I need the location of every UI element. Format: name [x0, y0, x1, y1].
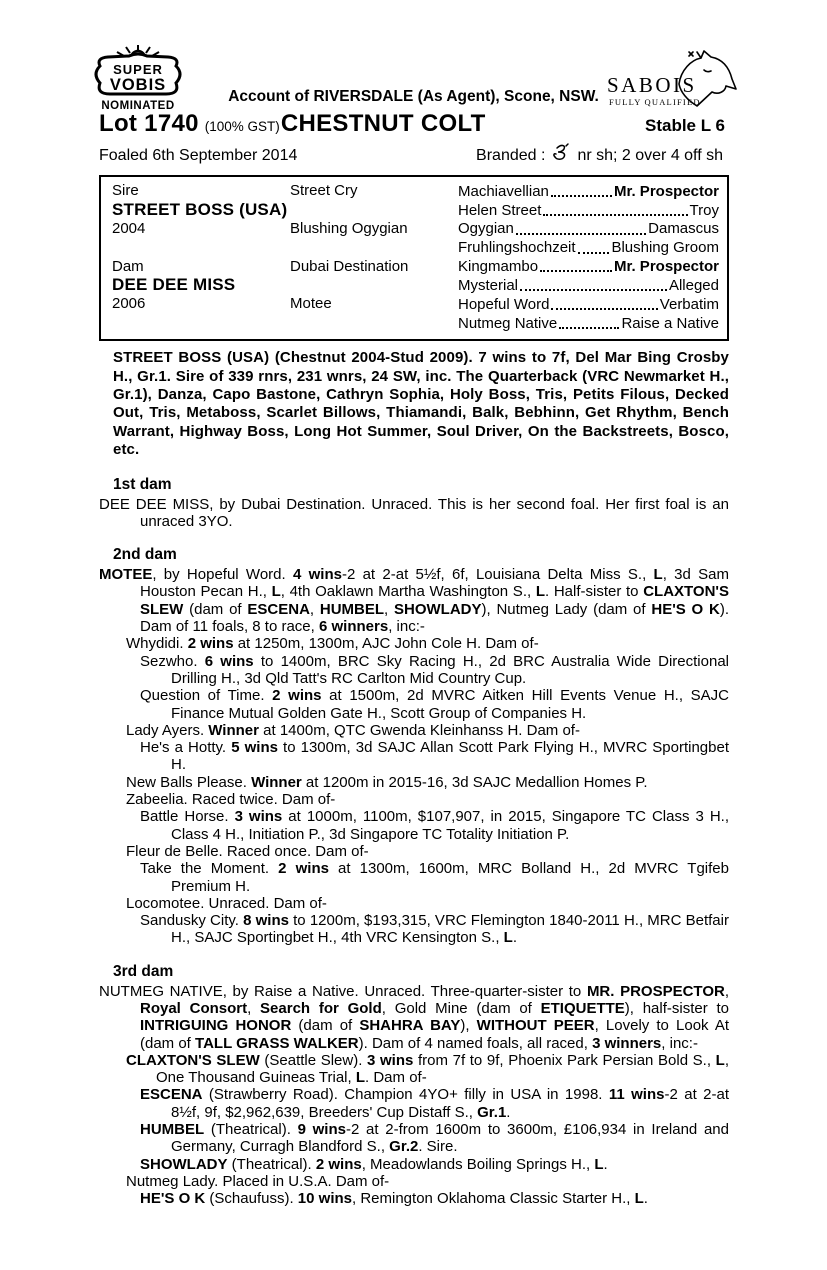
pedigree-col-grandparents — [290, 182, 458, 333]
section-2nd-dam — [99, 546, 729, 947]
pedigree-paragraph: HE'S O K (Schaufuss). 10 wins, Remington Oklahoma Classic Starter H., L. — [140, 1190, 648, 1208]
pedigree-col-gen3 — [458, 182, 719, 333]
ancestor-name: Fruhlingshochzeit — [458, 239, 576, 257]
ancestor-name: Nutmeg Native — [458, 314, 558, 332]
sabois-horse-icon — [605, 48, 737, 112]
pedigree-paragraph: HUMBEL (Theatrical). 9 wins-2 at 2-from 1600m to 3600m, £106,934 in Ireland and Germany, Curragh Blandford S., Gr.2. Sire. — [140, 1121, 729, 1156]
vobis-nominated-label: NOMINATED — [101, 100, 175, 112]
pedigree-paragraph: Battle Horse. 3 wins at 1000m, 1100m, $107,907, in 2015, Singapore TC Class 3 H., Class 4 H., Initiation P., 3d Singapore TC Totality Initiation P. — [140, 808, 729, 843]
ancestor-name: Ogygian — [458, 220, 514, 238]
pedigree-paragraph: Question of Time. 2 wins at 1500m, 2d MVRC Aitken Hill Events Venue H., SAJC Finance Mutual Golden Gate H., Scott Group of Companies H. — [140, 687, 729, 722]
pedigree-paragraph: Lady Ayers. Winner at 1400m, QTC Gwenda Kleinhanss H. Dam of- — [126, 721, 580, 739]
dam-label: Dam — [112, 257, 144, 275]
sabois-qualified-text: FULLY QUALIFIED — [609, 97, 701, 107]
pedigree-gen3-row — [458, 295, 719, 314]
horse-description-title: CHESTNUT COLT — [280, 110, 486, 137]
pedigree-gen3-row — [458, 258, 719, 277]
sire-dam: Blushing Ogygian — [290, 219, 408, 237]
ancestor-name: Blushing Groom — [611, 239, 719, 257]
ancestor-name: Damascus — [648, 220, 719, 238]
pedigree-table — [99, 175, 729, 341]
dam-heading: 3rd dam — [113, 962, 174, 980]
section-3rd-dam — [99, 963, 729, 1208]
foaled-branded-row — [99, 146, 729, 166]
ancestor-name: Alleged — [668, 277, 719, 295]
dam-heading: 2nd dam — [113, 546, 177, 564]
pedigree-gen3-row — [458, 314, 719, 333]
pedigree-paragraph: Nutmeg Lady. Placed in U.S.A. Dam of- — [126, 1172, 390, 1190]
pedigree-paragraph: NUTMEG NATIVE, by Raise a Native. Unraced. Three-quarter-sister to MR. PROSPECTOR, Royal Consort, Search for Gold, Gold Mine (dam of ETIQUETTE), half-sister to INTRIGUING HONOR (dam of SHAHRA BAY), WITHOUT PEER, Lovely to Look At (dam of TALL GRASS WALKER). Dam of 4 named foals, all raced, 3 winners, inc:- — [99, 982, 730, 1052]
foaled-date: Foaled 6th September 2014 — [99, 147, 298, 164]
ancestor-name: Raise a Native — [621, 314, 719, 332]
ancestor-name: Mysterial — [458, 277, 519, 295]
pedigree-paragraph: Fleur de Belle. Raced once. Dam of- — [126, 842, 369, 860]
pedigree-gen3-row — [458, 220, 719, 239]
sabois-logo — [605, 48, 737, 116]
pedigree-paragraph: CLAXTON'S SLEW (Seattle Slew). 3 wins from 7f to 9f, Phoenix Park Persian Bold S., L, One Thousand Guineas Trial, L. Dam of- — [126, 1051, 729, 1087]
vobis-text-vobis: VOBIS — [109, 76, 167, 94]
branded-label: Branded : — [476, 147, 546, 164]
dotted-leader — [551, 195, 612, 197]
ancestor-name: Mr. Prospector — [613, 182, 719, 200]
sabois-text: SABOIS — [607, 73, 697, 97]
pedigree-paragraph: Locomotee. Unraced. Dam of- — [126, 894, 327, 912]
pedigree-paragraph: MOTEE, by Hopeful Word. 4 wins-2 at 2-at 5½f, 6f, Louisiana Delta Miss S., L, 3d Sam Houston Pecan H., L, 4th Oaklawn Martha Washington S., L. Half-sister to CLAXTON'S SLEW (dam of ESCENA, HUMBEL, SHOWLADY), Nutmeg Lady (dam of HE'S O K). Dam of 11 foals, 8 to race, 6 winners, inc:- — [99, 566, 730, 636]
pedigree-paragraph: ESCENA (Strawberry Road). Champion 4YO+ filly in USA in 1998. 11 wins-2 at 2-at 8½f, 9f, $2,962,639, Breeders' Cup Distaff S., Gr.1. — [140, 1086, 729, 1121]
dotted-leader — [520, 289, 667, 291]
pedigree-paragraph: Sandusky City. 8 wins to 1200m, $193,315, VRC Flemington 1840-2011 H., MRC Betfair H., SAJC Sportingbet H., 4th VRC Kensington S., L. — [140, 912, 729, 947]
account-line: Account of RIVERSDALE (As Agent), Scone, NSW. — [228, 88, 599, 105]
section-1st-dam — [99, 476, 729, 531]
ancestor-name: Mr. Prospector — [613, 258, 719, 276]
sire-year: 2004 — [112, 219, 146, 237]
pedigree-paragraph: He's a Hotty. 5 wins to 1300m, 3d SAJC Allan Scott Park Flying H., MVRC Sportingbet H. — [140, 739, 729, 774]
dotted-leader — [578, 252, 610, 254]
pedigree-gen3-row — [458, 276, 719, 295]
dam-name: DEE DEE MISS — [112, 275, 236, 295]
pedigree-paragraph: Zabeelia. Raced twice. Dam of- — [126, 791, 336, 809]
stable-number: Stable L 6 — [645, 116, 725, 135]
dam-heading: 1st dam — [113, 475, 172, 493]
pedigree-paragraph: Sezwho. 6 wins to 1400m, BRC Sky Racing H., 2d BRC Australia Wide Directional Drilling H., 3d Qld Tatt's RC Carlton Mid Country Cup. — [140, 652, 729, 687]
sire-sire: Street Cry — [290, 182, 358, 199]
brand-mark-icon — [551, 142, 571, 162]
ancestor-name: Kingmambo — [458, 258, 539, 276]
sire-label: Sire — [112, 182, 139, 199]
branded-group — [476, 146, 723, 166]
lot-title-row — [99, 110, 729, 138]
pedigree-paragraph: New Balls Please. Winner at 1200m in 2015-16, 3d SAJC Medallion Homes P. — [126, 773, 648, 791]
dam-sire: Dubai Destination — [290, 257, 409, 275]
vobis-text-super: SUPER — [113, 62, 163, 77]
pedigree-paragraph: Whydidi. 2 wins at 1250m, 1300m, AJC John Cole H. Dam of- — [126, 635, 539, 653]
dotted-leader — [540, 270, 612, 272]
pedigree-gen3-row — [458, 182, 719, 201]
sire-name: STREET BOSS (USA) — [112, 199, 288, 219]
dotted-leader — [551, 308, 657, 310]
pedigree-paragraph: DEE DEE MISS, by Dubai Destination. Unraced. This is her second foal. Her first foal is an unraced 3YO. — [99, 495, 729, 530]
ancestor-name: Troy — [689, 201, 719, 219]
pedigree-paragraph: Take the Moment. 2 wins at 1300m, 1600m, MRC Bolland H., 2d MVRC Tgifeb Premium H. — [140, 860, 729, 895]
pedigree-paragraph: SHOWLADY (Theatrical). 2 wins, Meadowlands Boiling Springs H., L. — [140, 1155, 608, 1173]
dam-sections — [99, 476, 729, 1208]
dam-year: 2006 — [112, 295, 146, 313]
branded-description: nr sh; 2 over 4 off sh — [577, 147, 723, 164]
gst-note: (100% GST) — [204, 119, 280, 134]
pedigree-gen3-row — [458, 239, 719, 258]
dotted-leader — [543, 214, 687, 216]
ancestor-name: Verbatim — [659, 296, 719, 314]
sire-summary-paragraph: STREET BOSS (USA) (Chestnut 2004-Stud 2009). 7 wins to 7f, Del Mar Bing Crosby H., Gr.1. Sire of 339 rnrs, 231 wnrs, 24 SW, inc. The Quarterback (VRC Newmarket H., Gr.1), Danza, Capo Bastone, Cathryn Sophia, Holy Boss, Tris, Petits Filous, Decked Out, Tris, Metaboss, Scarlet Billows, Thiamandi, Balk, Bebhinn, Get Rhythm, Bench Warrant, Highway Boss, Long Hot Summer, Soul Driver, On the Backstreets, Bosco, etc. — [113, 349, 729, 459]
pedigree-col-parents — [112, 182, 290, 333]
dotted-leader — [559, 327, 619, 329]
pedigree-gen3-row — [458, 201, 719, 220]
ancestor-name: Machiavellian — [458, 182, 549, 200]
lot-number: Lot 1740 — [99, 110, 199, 137]
ancestor-name: Hopeful Word — [458, 296, 550, 314]
dotted-leader — [516, 233, 646, 235]
ancestor-name: Helen Street — [458, 201, 542, 219]
dam-dam: Motee — [290, 295, 332, 313]
